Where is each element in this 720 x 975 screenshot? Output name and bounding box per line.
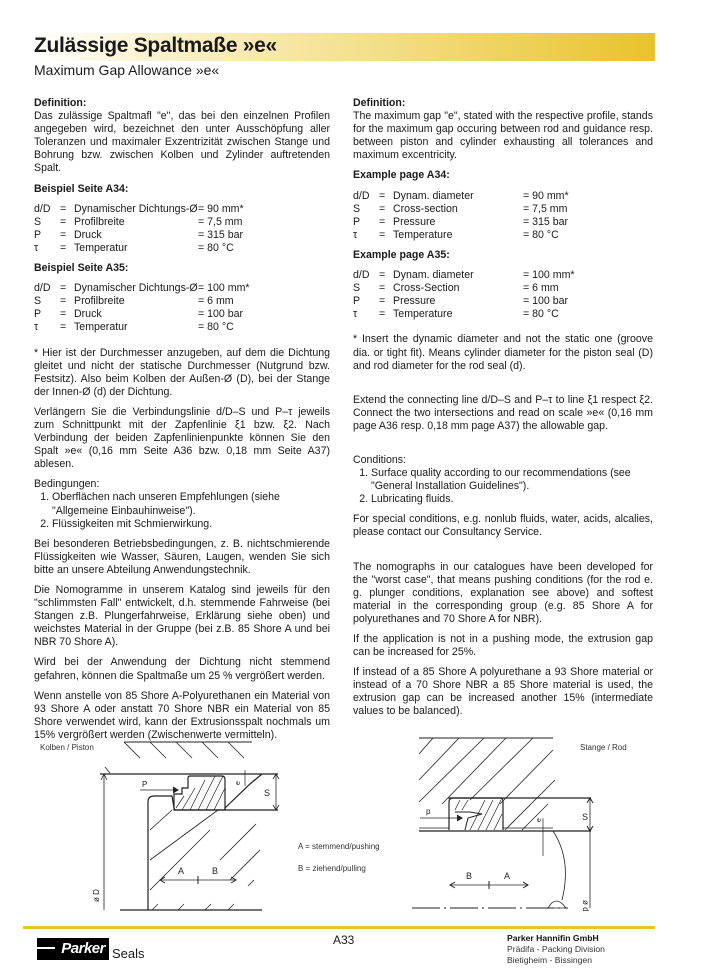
- material-text: If instead of a 85 Shore A polyurethane a 93 Shore material or instead of a 70 Shore NBR a 85 Shore material is used, the extrusion gap can be increased another 15% (intermediate values to be balanced).: [353, 666, 653, 718]
- conditions-list: [34, 491, 330, 530]
- nomograms-text: Die Nomogramme in unserem Katalog sind jeweils für den "schlimmsten Fall" entwickelt, d.h. stemmende Fahrweise (bei Stangen z.B. Plungerfahrweise, Erklärung siehe oben) und weichstes Material in der Gruppe (bei z.B. 85 Shore A und bei NBR 70 Shore A).: [34, 584, 330, 649]
- german-column: [34, 97, 330, 749]
- param-row: S = Cross-Section = 6 mm: [353, 282, 559, 295]
- company-name: Parker Hannifin GmbH: [507, 933, 599, 943]
- footer-rule: [23, 926, 655, 929]
- page-number: A33: [333, 933, 355, 947]
- company-info: [507, 933, 605, 966]
- param-row: τ = Temperatur = 80 °C: [34, 321, 234, 334]
- example2-heading: Beispiel Seite A35:: [34, 262, 129, 275]
- svg-text:ø d: ø d: [581, 900, 590, 912]
- page-subtitle: Maximum Gap Allowance »e«: [34, 62, 220, 78]
- example2-table: [34, 282, 250, 334]
- param-row: d/D = Dynam. diameter = 100 mm*: [353, 269, 575, 282]
- footnote: * Hier ist der Durchmesser anzugeben, auf dem die Dichtung gleitet und nicht der statische Durchmesser (Nutgrund bzw. Festsitz). Also beim Kolben der Außen-Ø (D), bei der Stange der Innen-Ø (d) der Dichtung.: [34, 346, 330, 398]
- svg-text:B: B: [466, 871, 473, 881]
- conditions-heading: Bedingungen:: [34, 478, 100, 491]
- phi-D-label: ø D: [92, 889, 101, 902]
- svg-text:P: P: [142, 780, 148, 789]
- english-column: [353, 97, 653, 726]
- param-row: τ = Temperature = 80 °C: [353, 308, 559, 321]
- condition-item: 2. Flüssigkeiten mit Schmierwirkung.: [52, 518, 330, 531]
- legend-b: B = ziehend/pulling: [298, 864, 366, 873]
- svg-text:S: S: [582, 812, 589, 822]
- condition-item: 1. Oberflächen nach unseren Empfehlungen (siehe "Allgemeine Einbauhinweise").: [52, 491, 330, 517]
- condition-item: 2. Lubricating fluids.: [371, 493, 653, 506]
- param-row: S = Cross-section = 7,5 mm: [353, 202, 568, 215]
- example2-table: [353, 269, 575, 321]
- brand-suffix: Seals: [112, 946, 145, 961]
- special-conditions: Bei besonderen Betriebsbedingungen, z. B. nichtschmierende Flüssigkeiten wie Wasser, Säuren, Laugen, wenden Sie sich bitte an unsere Abteilung Anwendungstechnik.: [34, 537, 330, 576]
- svg-text:e: e: [235, 781, 242, 785]
- param-row: P = Pressure = 315 bar: [353, 215, 569, 228]
- svg-text:A: A: [504, 871, 511, 881]
- not-pushing-text: Wird bei der Anwendung der Dichtung nicht stemmend gefahren, können die Spaltmaße um 25 % vergrößert werden.: [34, 656, 330, 682]
- example1-heading: Beispiel Seite A34:: [34, 182, 129, 195]
- example2-heading: Example page A35:: [353, 248, 450, 261]
- logo-text: Parker: [61, 940, 105, 957]
- instructions: Verlängern Sie die Verbindungslinie d/D–S und P–τ jeweils zum Schnittpunkt mit der Zapfenlinie ξ1 bzw. ξ2. Nach Verbindung der beiden Zapfenlinienpunkte können Sie den Spalt »e« (0,16 mm Seite A36 bzw. 0,18 mm Seite A37) ablesen.: [34, 405, 330, 471]
- material-text: Wenn anstelle von 85 Shore A-Polyurethanen ein Material von 93 Shore A oder anstatt 70 Shore NBR ein Material von 85 Shore verwendet wird, kann der Extrusionsspalt nochmals um 15% vergrößert werden (Zwischenwerte vermitteln).: [34, 689, 330, 741]
- definition-text: The maximum gap "e", stated with the respective profile, stands for the maximum gap occuring between rod and guidance resp. between piston and cylinder exhausting all tolerances and maximum excentricity.: [353, 110, 653, 162]
- svg-text:B: B: [212, 866, 219, 876]
- nomograms-text: The nomographs in our catalogues have been developed for the "worst case", that means pushing conditions (for the rod e. g. plunger conditions, explanation see above) and softest material in the corresponding group (e.g. 85 Shore A for polyurethanes and 70 Shore A for NBR).: [353, 560, 653, 625]
- parker-logo: [37, 938, 109, 960]
- piston-label: Kolben / Piston: [40, 743, 94, 752]
- param-row: d/D = Dynam. diameter = 90 mm*: [353, 189, 569, 202]
- param-row: P = Pressure = 100 bar: [353, 295, 569, 308]
- not-pushing-text: If the application is not in a pushing mode, the extrusion gap can be increased for 25%.: [353, 633, 653, 659]
- example1-table: [353, 190, 569, 242]
- svg-text:p: p: [426, 807, 431, 816]
- company-location: Bietigheim - Bissingen: [507, 955, 593, 965]
- param-row: S = Profilbreite = 7,5 mm: [34, 215, 243, 228]
- instructions: Extend the connecting line d/D–S and P–τ to line ξ1 respect ξ2. Connect the two intersections and read on scale »e« (0,16 mm page A36 resp. 0,18 mm page A37) the allowable gap.: [353, 393, 653, 432]
- param-row: d/D = Dynamischer Dichtungs-Ø = 100 mm*: [34, 282, 250, 295]
- seal-diagrams: [0, 730, 720, 920]
- param-row: τ = Temperatur = 80 °C: [34, 241, 234, 254]
- param-row: d/D = Dynamischer Dichtungs-Ø = 90 mm*: [34, 202, 244, 215]
- special-conditions: For special conditions, e.g. nonlub fluids, water, acids, alcalies, please contact our Consultancy Service.: [353, 513, 653, 539]
- definition-heading: Definition:: [353, 97, 406, 109]
- param-row: τ = Temperature = 80 °C: [353, 228, 559, 241]
- definition-text: Das zulässige Spaltmafl "e", das bei den einzelnen Profilen angegeben wird, bezeichnet den unter Ausschöpfung aller Toleranzen und maximaler Exzentrizität zwischen Stange und Bohrung bzw. zwischen Kolben und Zylinder auftretenden Spalt.: [34, 110, 330, 175]
- conditions-heading: Conditions:: [353, 453, 406, 466]
- param-row: P = Druck = 315 bar: [34, 228, 244, 241]
- svg-text:e: e: [536, 818, 543, 822]
- conditions-list: [353, 467, 653, 506]
- piston-seal-drawing: [0, 730, 720, 920]
- svg-text:S: S: [264, 788, 271, 798]
- footnote: * Insert the dynamic diameter and not the static one (groove dia. or tight fit). Means cylinder diameter for the piston seal (D) and rod diameter for the rod seal (d).: [353, 333, 653, 372]
- company-division: Prädifa - Packing Division: [507, 944, 605, 954]
- svg-text:A: A: [178, 866, 185, 876]
- definition-heading: Definition:: [34, 97, 87, 109]
- param-row: P = Druck = 100 bar: [34, 308, 244, 321]
- example1-heading: Example page A34:: [353, 169, 450, 182]
- param-row: S = Profilbreite = 6 mm: [34, 295, 234, 308]
- logo-stroke: [37, 947, 55, 949]
- example1-table: [34, 203, 244, 255]
- legend-a: A = stemmend/pushing: [298, 842, 380, 851]
- page-title: Zulässige Spaltmaße »e«: [34, 34, 277, 57]
- rod-label: Stange / Rod: [580, 743, 627, 752]
- condition-item: 1. Surface quality according to our recommendations (see "General Installation Guidelines").: [371, 467, 653, 493]
